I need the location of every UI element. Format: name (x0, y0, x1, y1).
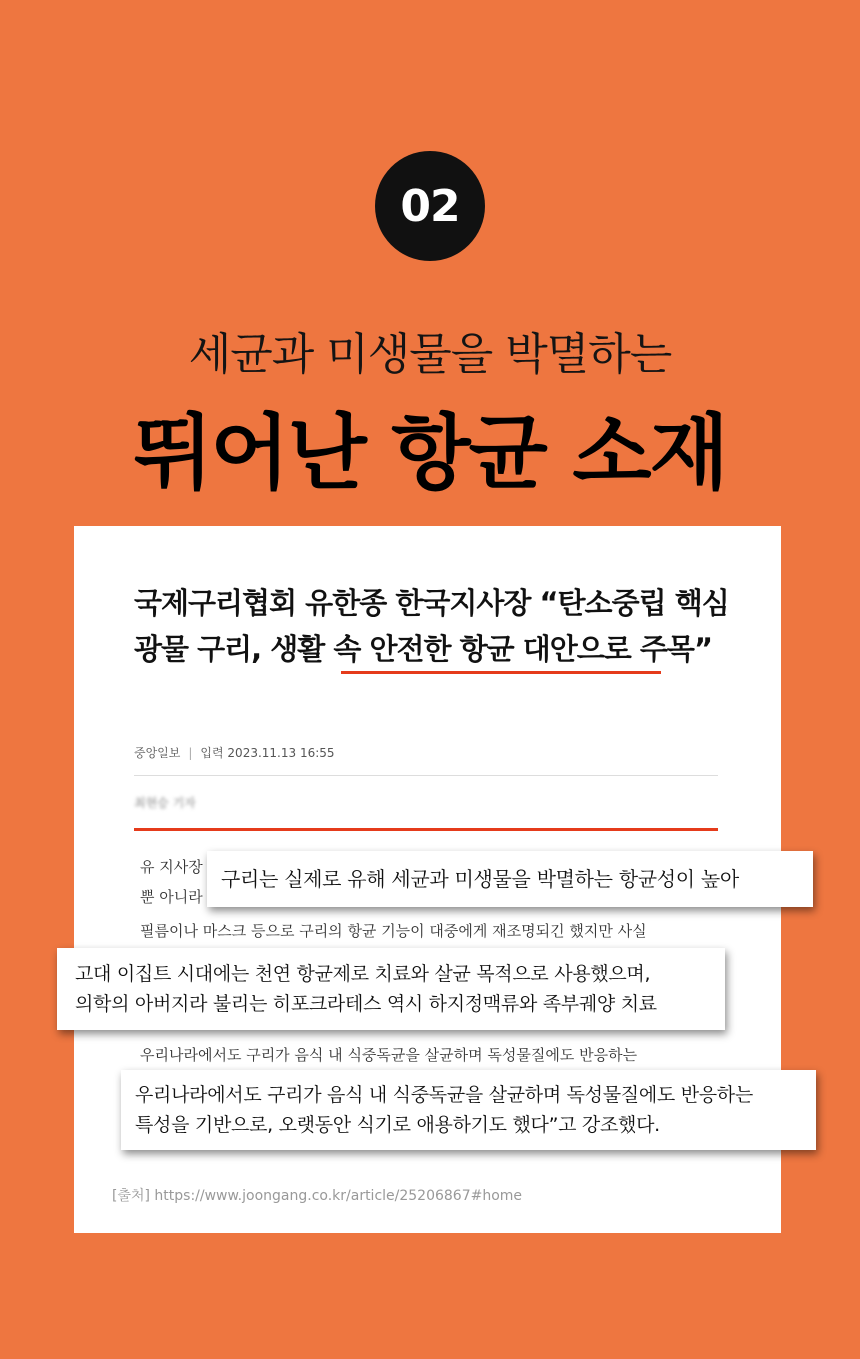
reporter-divider (134, 828, 718, 831)
quote-line: 고대 이집트 시대에는 천연 항균제로 치료와 살균 목적으로 사용했으며, (75, 963, 651, 985)
quote-callout (121, 1070, 816, 1150)
step-number: 02 (400, 180, 460, 232)
headline-highlight-underline (341, 671, 661, 674)
page-title: 뛰어난 항균 소재 (133, 406, 727, 501)
quote-line: 구리는 실제로 유해 세균과 미생물을 박멸하는 항균성이 높아 (221, 867, 739, 891)
article-reporter-blurred: 최현승 기자 (134, 796, 196, 810)
quote-line: 우리나라에서도 구리가 음식 내 식중독균을 살균하며 독성물질에도 반응하는 (135, 1084, 753, 1106)
article-date: 입력 2023.11.13 16:55 (200, 746, 335, 760)
quote-callout (207, 851, 813, 907)
article-body-line: 우리나라에서도 구리가 음식 내 식중독균을 살균하며 독성물질에도 반응하는 (140, 1046, 638, 1064)
article-body-line: 유 지사장 (140, 858, 203, 876)
article-headline: 국제구리협회 유한종 한국지사장 “탄소중립 핵심 광물 구리, 생활 속 안전한 항균 대안으로 주목” (134, 586, 729, 666)
page-subtitle: 세균과 미생물을 박멸하는 (188, 329, 672, 380)
article-source: [출처] https://www.joongang.co.kr/article/25206867#home (112, 1188, 523, 1204)
quote-line: 특성을 기반으로, 오랫동안 식기로 애용하기도 했다”고 강조했다. (135, 1114, 660, 1136)
meta-separator: | (188, 746, 193, 760)
quote-callout (57, 948, 725, 1030)
article-outlet: 중앙일보 (134, 746, 181, 760)
meta-divider (134, 775, 718, 776)
step-number-badge (375, 151, 485, 261)
article-body-line: 뿐 아니라 (140, 888, 203, 906)
article-body-line: 필름이나 마스크 등으로 구리의 항균 기능이 대중에게 재조명되긴 했지만 사실 (140, 922, 647, 940)
quote-line: 의학의 아버지라 불리는 히포크라테스 역시 하지정맥류와 족부궤양 치료 (75, 993, 657, 1015)
article-meta (134, 744, 335, 761)
